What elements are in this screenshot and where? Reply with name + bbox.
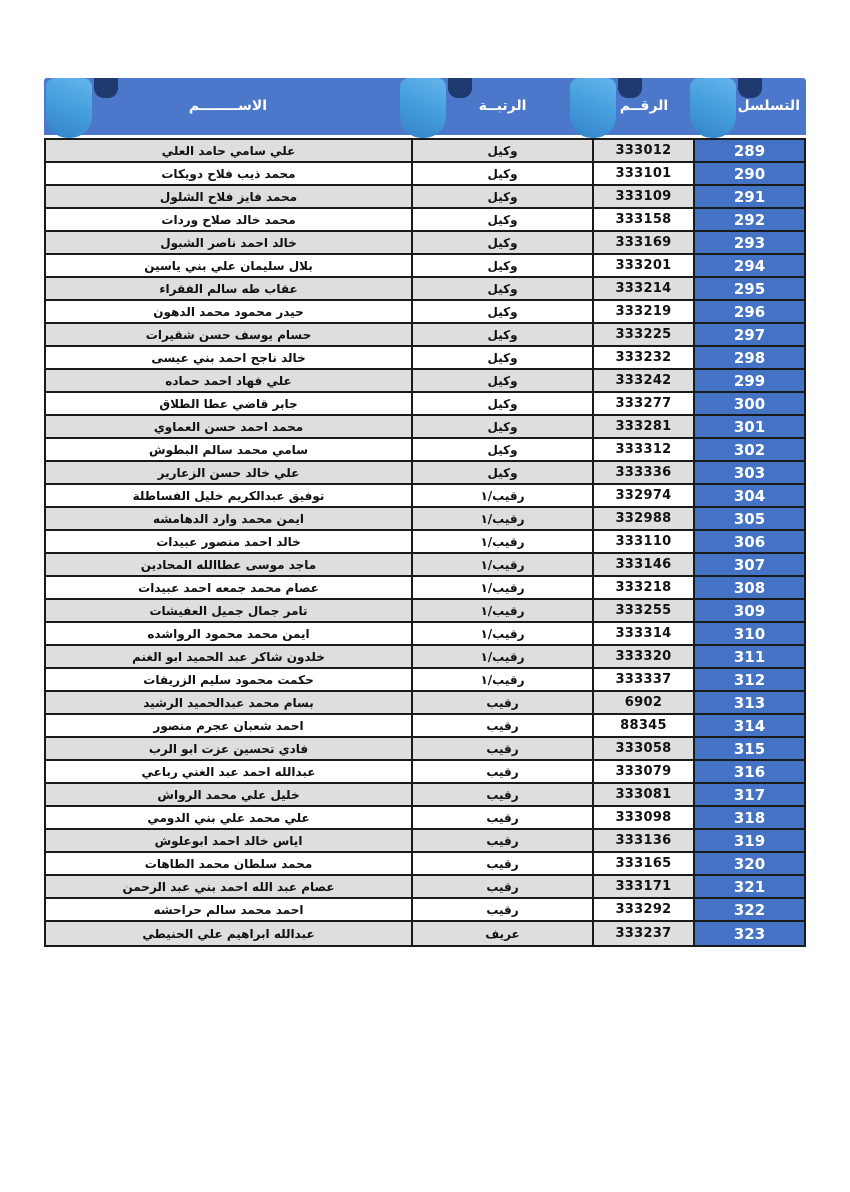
cell-sequence: 310 [693, 623, 804, 644]
cell-sequence: 293 [693, 232, 804, 253]
cell-name: حيدر محمود محمد الدهون [153, 304, 304, 319]
cell-rank: رقيب/١ [411, 531, 592, 552]
cell-sequence: 304 [693, 485, 804, 506]
cell-name: فادي تحسين عزت ابو الرب [46, 738, 411, 759]
table-row [46, 738, 804, 761]
cell-rank: عريف [411, 922, 592, 945]
cell-number: 333314 [592, 623, 693, 644]
cell-name: حكمت محمود سليم الزريقات [143, 672, 314, 687]
cell-name: ايمن محمد محمود الرواشده [147, 626, 310, 641]
cell-sequence: 291 [693, 186, 804, 207]
tab-notch-decoration [94, 78, 118, 98]
cell-name: عبدالله احمد عبد الغني رباعي [141, 764, 316, 779]
cell-number: 333081 [592, 784, 693, 805]
table-row [46, 439, 804, 462]
cell-name: علي محمد علي بني الدومي [147, 810, 310, 825]
cell-number: 333255 [592, 600, 693, 621]
cell-rank: رقيب [411, 784, 592, 805]
cell-number: 333218 [592, 577, 693, 598]
cell-sequence: 308 [693, 577, 804, 598]
column-header-number: الرقــم [619, 98, 669, 114]
table-row [46, 830, 804, 853]
cell-name: خليل علي محمد الرواش [46, 784, 411, 805]
cell-rank: رقيب [411, 807, 592, 828]
personnel-table [44, 78, 806, 947]
cell-name: علي سامي حامد العلي [46, 140, 411, 161]
cell-number: 333169 [592, 232, 693, 253]
cell-sequence: 294 [693, 255, 804, 276]
cell-name: اياس خالد احمد ابوعلوش [46, 830, 411, 851]
table-row [46, 807, 804, 830]
tab-capsule-decoration [570, 78, 616, 138]
cell-rank: رقيب/١ [411, 600, 592, 621]
table-row [46, 715, 804, 738]
cell-number: 333214 [592, 278, 693, 299]
table-row [46, 347, 804, 370]
cell-sequence: 299 [693, 370, 804, 391]
table-row [46, 554, 804, 577]
cell-name: خالد ناجح احمد بني عيسى [151, 350, 306, 365]
cell-rank: وكيل [411, 462, 592, 483]
cell-number: 333058 [592, 738, 693, 759]
cell-name: خالد احمد منصور عبيدات [156, 534, 301, 549]
cell-number: 333292 [592, 899, 693, 920]
cell-name: عصام محمد جمعه احمد عبيدات [138, 580, 319, 595]
cell-sequence: 306 [693, 531, 804, 552]
cell-rank: وكيل [411, 301, 592, 322]
cell-rank: رقيب [411, 830, 592, 851]
cell-name: محمد خالد صلاح وردات [161, 212, 296, 227]
cell-sequence: 317 [693, 784, 804, 805]
table-row [46, 462, 804, 485]
tab-capsule-decoration [690, 78, 736, 138]
cell-sequence: 295 [693, 278, 804, 299]
cell-rank: رقيب/١ [411, 554, 592, 575]
cell-number: 333277 [592, 393, 693, 414]
table-row [46, 232, 804, 255]
cell-number: 333219 [592, 301, 693, 322]
table-row [46, 876, 804, 899]
table-row [46, 278, 804, 301]
cell-number: 333225 [592, 324, 693, 345]
table-body [44, 138, 806, 947]
cell-sequence: 315 [693, 738, 804, 759]
cell-rank: وكيل [411, 347, 592, 368]
cell-rank: وكيل [411, 324, 592, 345]
cell-number: 333201 [592, 255, 693, 276]
cell-sequence: 316 [693, 761, 804, 782]
table-header [44, 78, 806, 135]
cell-rank: رقيب/١ [411, 485, 592, 506]
cell-rank: رقيب/١ [411, 646, 592, 667]
column-header-rank: الرتبــة [478, 98, 527, 114]
cell-rank: رقيب [411, 692, 592, 713]
table-row [46, 140, 804, 163]
cell-sequence: 318 [693, 807, 804, 828]
cell-number: 333079 [592, 761, 693, 782]
cell-name: بسام محمد عبدالحميد الرشيد [46, 692, 411, 713]
cell-rank: رقيب [411, 761, 592, 782]
cell-sequence: 300 [693, 393, 804, 414]
cell-name: علي فهاد احمد حماده [46, 370, 411, 391]
cell-number: 333165 [592, 853, 693, 874]
table-row [46, 370, 804, 393]
cell-sequence: 311 [693, 646, 804, 667]
cell-number: 333101 [592, 163, 693, 184]
cell-rank: رقيب [411, 715, 592, 736]
tab-capsule-decoration [46, 78, 92, 138]
cell-name: احمد محمد سالم حراحشه [153, 902, 304, 917]
cell-rank: وكيل [411, 163, 592, 184]
table-row [46, 600, 804, 623]
tab-notch-decoration [738, 78, 762, 98]
cell-rank: وكيل [411, 255, 592, 276]
table-row [46, 669, 804, 692]
table-row [46, 922, 804, 945]
cell-rank: وكيل [411, 186, 592, 207]
cell-sequence: 301 [693, 416, 804, 437]
cell-name: عصام عبد الله احمد بني عبد الرحمن [46, 876, 411, 897]
table-row [46, 531, 804, 554]
cell-name: حسام يوسف حسن شقيرات [46, 324, 411, 345]
cell-number: 333136 [592, 830, 693, 851]
tab-notch-decoration [448, 78, 472, 98]
table-row [46, 393, 804, 416]
table-row [46, 784, 804, 807]
table-row [46, 853, 804, 876]
cell-name: محمد فايز فلاح الشلول [46, 186, 411, 207]
cell-number: 333337 [592, 669, 693, 690]
cell-name: محمد سلطان محمد الطاهات [144, 856, 313, 871]
cell-number: 333098 [592, 807, 693, 828]
cell-sequence: 321 [693, 876, 804, 897]
cell-number: 6902 [592, 692, 693, 713]
cell-sequence: 302 [693, 439, 804, 460]
table-row [46, 301, 804, 324]
cell-number: 333336 [592, 462, 693, 483]
table-row [46, 186, 804, 209]
cell-rank: رقيب/١ [411, 577, 592, 598]
cell-sequence: 322 [693, 899, 804, 920]
cell-rank: رقيب [411, 853, 592, 874]
cell-rank: رقيب [411, 738, 592, 759]
tab-capsule-decoration [400, 78, 446, 138]
cell-name: علي خالد حسن الزعارير [46, 462, 411, 483]
cell-number: 88345 [592, 715, 693, 736]
cell-name: تامر جمال جميل العفيشات [46, 600, 411, 621]
cell-name: محمد ذيب فلاح دويكات [161, 166, 296, 181]
cell-number: 332974 [592, 485, 693, 506]
cell-rank: وكيل [411, 370, 592, 391]
cell-rank: وكيل [411, 209, 592, 230]
table-row [46, 209, 804, 232]
table-row [46, 163, 804, 186]
cell-sequence: 297 [693, 324, 804, 345]
cell-rank: رقيب [411, 876, 592, 897]
column-header-name: الاســــــــم [188, 98, 268, 114]
cell-name: خالد احمد ناصر الشبول [46, 232, 411, 253]
table-row [46, 255, 804, 278]
cell-number: 333237 [592, 922, 693, 945]
table-row [46, 508, 804, 531]
cell-sequence: 314 [693, 715, 804, 736]
cell-name: محمد احمد حسن العماوي [46, 416, 411, 437]
cell-number: 333146 [592, 554, 693, 575]
cell-sequence: 313 [693, 692, 804, 713]
cell-name: احمد شعبان عجرم منصور [153, 718, 304, 733]
cell-number: 333312 [592, 439, 693, 460]
table-row [46, 623, 804, 646]
cell-sequence: 319 [693, 830, 804, 851]
cell-sequence: 307 [693, 554, 804, 575]
cell-sequence: 289 [693, 140, 804, 161]
table-row [46, 899, 804, 922]
cell-sequence: 292 [693, 209, 804, 230]
cell-name: توفيق عبدالكريم خليل الفساطلة [132, 488, 325, 503]
cell-number: 332988 [592, 508, 693, 529]
cell-number: 333320 [592, 646, 693, 667]
column-header-sequence: التسلسل [737, 98, 800, 114]
table-row [46, 577, 804, 600]
cell-number: 333109 [592, 186, 693, 207]
cell-rank: وكيل [411, 278, 592, 299]
cell-rank: وكيل [411, 140, 592, 161]
cell-rank: وكيل [411, 416, 592, 437]
cell-name: ماجد موسى عطاالله المحادين [46, 554, 411, 575]
cell-sequence: 320 [693, 853, 804, 874]
cell-rank: رقيب/١ [411, 508, 592, 529]
cell-sequence: 303 [693, 462, 804, 483]
cell-sequence: 290 [693, 163, 804, 184]
cell-number: 333012 [592, 140, 693, 161]
cell-name: ايمن محمد وارد الدهامشه [46, 508, 411, 529]
cell-name: سامي محمد سالم البطوش [149, 442, 308, 457]
cell-sequence: 305 [693, 508, 804, 529]
table-row [46, 646, 804, 669]
cell-sequence: 323 [693, 922, 804, 945]
table-row [46, 324, 804, 347]
cell-sequence: 296 [693, 301, 804, 322]
cell-number: 333232 [592, 347, 693, 368]
cell-name: عقاب طه سالم الفقراء [46, 278, 411, 299]
cell-name: بلال سليمان علي بني ياسين [144, 258, 313, 273]
cell-sequence: 298 [693, 347, 804, 368]
cell-number: 333281 [592, 416, 693, 437]
cell-sequence: 309 [693, 600, 804, 621]
cell-name: جابر قاضي عطا الطلاق [159, 396, 298, 411]
table-row [46, 761, 804, 784]
cell-number: 333158 [592, 209, 693, 230]
cell-sequence: 312 [693, 669, 804, 690]
cell-rank: رقيب/١ [411, 669, 592, 690]
cell-name: خلدون شاكر عبد الحميد ابو الغنم [46, 646, 411, 667]
cell-number: 333242 [592, 370, 693, 391]
cell-name: عبدالله ابراهيم علي الحنيطي [46, 922, 411, 945]
cell-number: 333110 [592, 531, 693, 552]
cell-rank: وكيل [411, 393, 592, 414]
table-row [46, 416, 804, 439]
cell-rank: وكيل [411, 439, 592, 460]
tab-notch-decoration [618, 78, 642, 98]
cell-rank: وكيل [411, 232, 592, 253]
cell-rank: رقيب [411, 899, 592, 920]
cell-rank: رقيب/١ [411, 623, 592, 644]
table-row [46, 692, 804, 715]
table-row [46, 485, 804, 508]
cell-number: 333171 [592, 876, 693, 897]
